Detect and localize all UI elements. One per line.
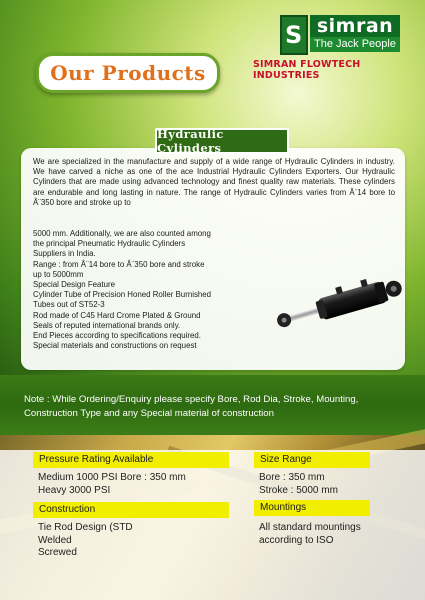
pressure-value: Medium 1000 PSI Bore : 350 mm <box>38 472 186 483</box>
logo-initial: S <box>285 21 303 49</box>
intro-line: Cylinders in industry. We have carved a niche as one of the ace Industrial <box>33 157 395 177</box>
detail-line: up to 5000mm <box>33 269 84 279</box>
intro-line: endurable and long lasting in nature. The range of Hydraulic Cylinders varies <box>47 187 328 197</box>
mountings-value: All standard mountings <box>259 522 361 533</box>
logo-name: simran <box>310 15 400 37</box>
intro-line: advanced technology and finest quality raw materials. These cylinders are <box>33 177 395 197</box>
detail-line: Cylinder Tube of Precision Honed Roller Burnished <box>33 290 212 300</box>
hydraulic-cylinder-image <box>270 250 405 355</box>
detail-line: Special materials and constructions on request <box>33 341 197 351</box>
company-logo <box>280 15 400 55</box>
size-value: Bore : 350 mm <box>259 472 325 483</box>
section-heading-tab <box>155 128 289 154</box>
mountings-label: Mountings <box>254 500 370 516</box>
intro-paragraph <box>33 157 395 208</box>
pressure-rating-values <box>38 472 258 497</box>
detail-line: 5000 mm. Additionally, we are also counted among <box>33 229 211 238</box>
size-value: Stroke : 5000 mm <box>259 484 338 496</box>
detail-line: Special Design Feature <box>33 280 116 290</box>
logo-tagline: The Jack People <box>310 37 400 52</box>
section-heading: Hydraulic Cylinders <box>157 127 224 155</box>
construction-value: Welded <box>38 534 72 546</box>
detail-line: End Pieces according to specifications required. <box>33 331 201 341</box>
construction-values <box>38 522 238 560</box>
detail-line: Range : from Â¨14 bore to Â¨350 bore and stroke <box>33 259 205 269</box>
size-range-values <box>259 472 409 497</box>
company-name: SIMRAN FLOWTECH INDUSTRIES <box>253 59 361 81</box>
construction-value: Tie Rod Design (STD <box>38 522 133 533</box>
detail-line: Suppliers in India. <box>33 249 96 259</box>
pressure-value: Heavy 3000 PSI <box>38 484 111 496</box>
page-title-pill <box>36 53 220 93</box>
detail-line: Rod made of C45 Hard Crome Plated & Ground <box>33 310 201 320</box>
intro-line: We are specialized in the manufacture and supply of a wide range of Hydraulic <box>33 157 318 166</box>
ordering-note: Note : While Ordering/Enquiry please specify Bore, Rod Dia, Stroke, Mounting, Construction Type and any Special material of construction <box>24 394 359 419</box>
logo-mark <box>280 15 308 55</box>
pressure-rating-label: Pressure Rating Available <box>33 452 229 468</box>
detail-line: Tubes out of ST52-3 <box>33 300 105 310</box>
size-range-label: Size Range <box>254 452 370 468</box>
construction-value: Screwed <box>38 547 77 558</box>
construction-label: Construction <box>33 502 229 518</box>
page-title: Our Products <box>50 61 206 85</box>
mountings-values <box>259 522 409 547</box>
detail-line: the principal Pneumatic Hydraulic Cylinders <box>33 239 186 249</box>
product-details-list <box>33 229 263 351</box>
mountings-value: according to ISO <box>259 534 334 546</box>
intro-line: Hydraulic Cylinders Exporters. Our Hydraulic Cylinders that are made using <box>33 167 395 187</box>
intro-line: from Â¨14 bore to Â¨350 bore and stroke up to <box>33 187 395 207</box>
detail-line: Seals of reputed international brands only. <box>33 320 181 330</box>
